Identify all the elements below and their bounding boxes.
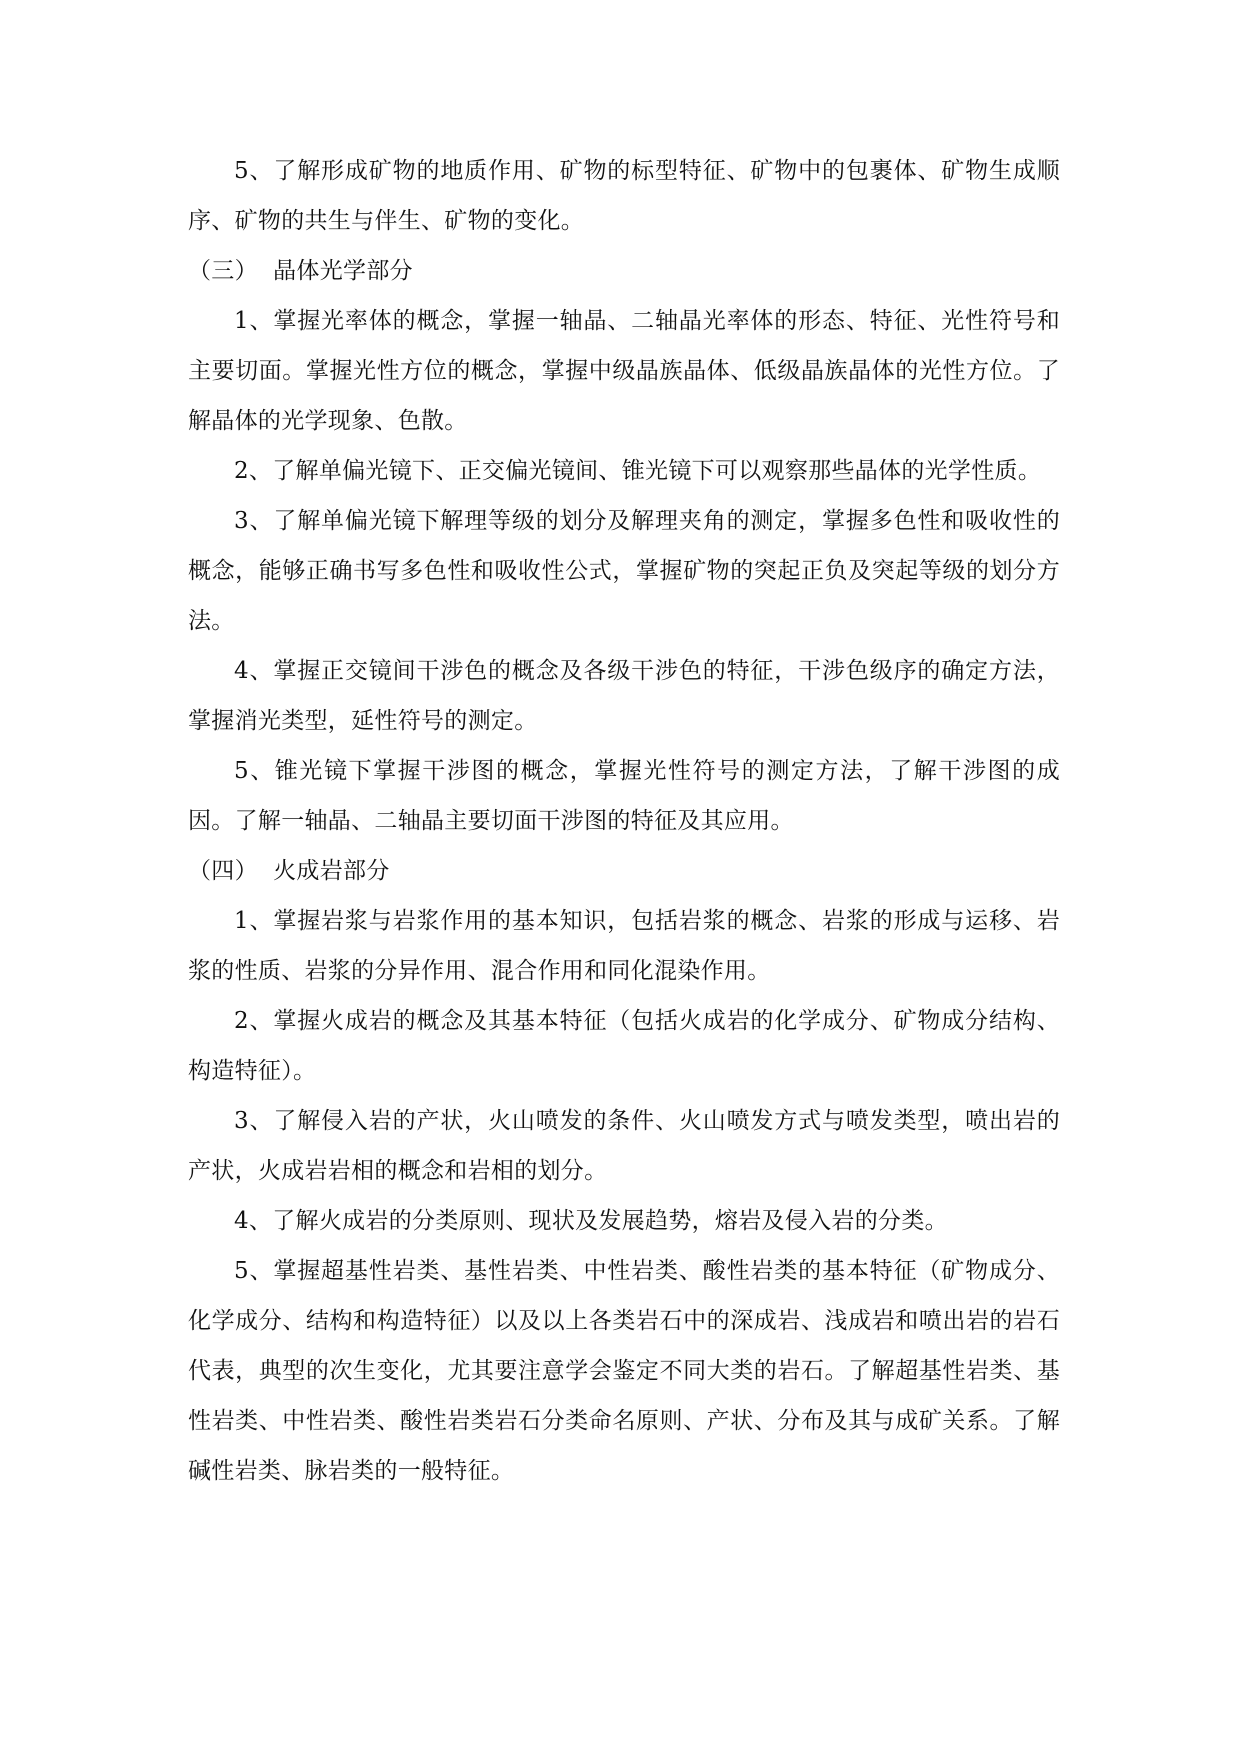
igneous-item-5: 5、掌握超基性岩类、基性岩类、中性岩类、酸性岩类的基本特征（矿物成分、化学成分、结构和构造特征）以及以上各类岩石中的深成岩、浅成岩和喷出岩的岩石代表，典型的次生变化，尤其要注意学会鉴定不同大类的岩石。了解超基性岩类、基性岩类、中性岩类、酸性岩类岩石分类命名原则、产状、分布及其与成矿关系。了解碱性岩类、脉岩类的一般特征。 <box>188 1258 1060 1484</box>
igneous-item-4: 4、了解火成岩的分类原则、现状及发展趋势，熔岩及侵入岩的分类。 <box>234 1208 948 1234</box>
igneous-item-2: 2、掌握火成岩的概念及其基本特征（包括火成岩的化学成分、矿物成分结构、构造特征）。 <box>188 1008 1060 1084</box>
optics-item-2: 2、了解单偏光镜下、正交偏光镜间、锥光镜下可以观察那些晶体的光学性质。 <box>234 458 1042 484</box>
optics-item-1: 1、掌握光率体的概念，掌握一轴晶、二轴晶光率体的形态、特征、光性符号和主要切面。掌握光性方位的概念，掌握中级晶族晶体、低级晶族晶体的光性方位。了解晶体的光学现象、色散。 <box>188 308 1060 434</box>
optics-item-5: 5、锥光镜下掌握干涉图的概念，掌握光性符号的测定方法，了解干涉图的成因。了解一轴晶、二轴晶主要切面干涉图的特征及其应用。 <box>188 758 1060 834</box>
igneous-item-3: 3、了解侵入岩的产状，火山喷发的条件、火山喷发方式与喷发类型，喷出岩的产状，火成岩岩相的概念和岩相的划分。 <box>188 1108 1060 1184</box>
igneous-item-1: 1、掌握岩浆与岩浆作用的基本知识，包括岩浆的概念、岩浆的形成与运移、岩浆的性质、岩浆的分异作用、混合作用和同化混染作用。 <box>188 908 1060 984</box>
section-three-heading: （三） 晶体光学部分 <box>188 258 413 284</box>
optics-item-3: 3、了解单偏光镜下解理等级的划分及解理夹角的测定，掌握多色性和吸收性的概念，能够正确书写多色性和吸收性公式，掌握矿物的突起正负及突起等级的划分方法。 <box>188 508 1060 634</box>
section-four-heading: （四） 火成岩部分 <box>188 858 390 884</box>
optics-item-4: 4、掌握正交镜间干涉色的概念及各级干涉色的特征，干涉色级序的确定方法，掌握消光类型，延性符号的测定。 <box>188 658 1060 734</box>
mineral-item-5: 5、了解形成矿物的地质作用、矿物的标型特征、矿物中的包裹体、矿物生成顺序、矿物的共生与伴生、矿物的变化。 <box>188 158 1060 234</box>
document-body <box>188 146 1060 1496</box>
